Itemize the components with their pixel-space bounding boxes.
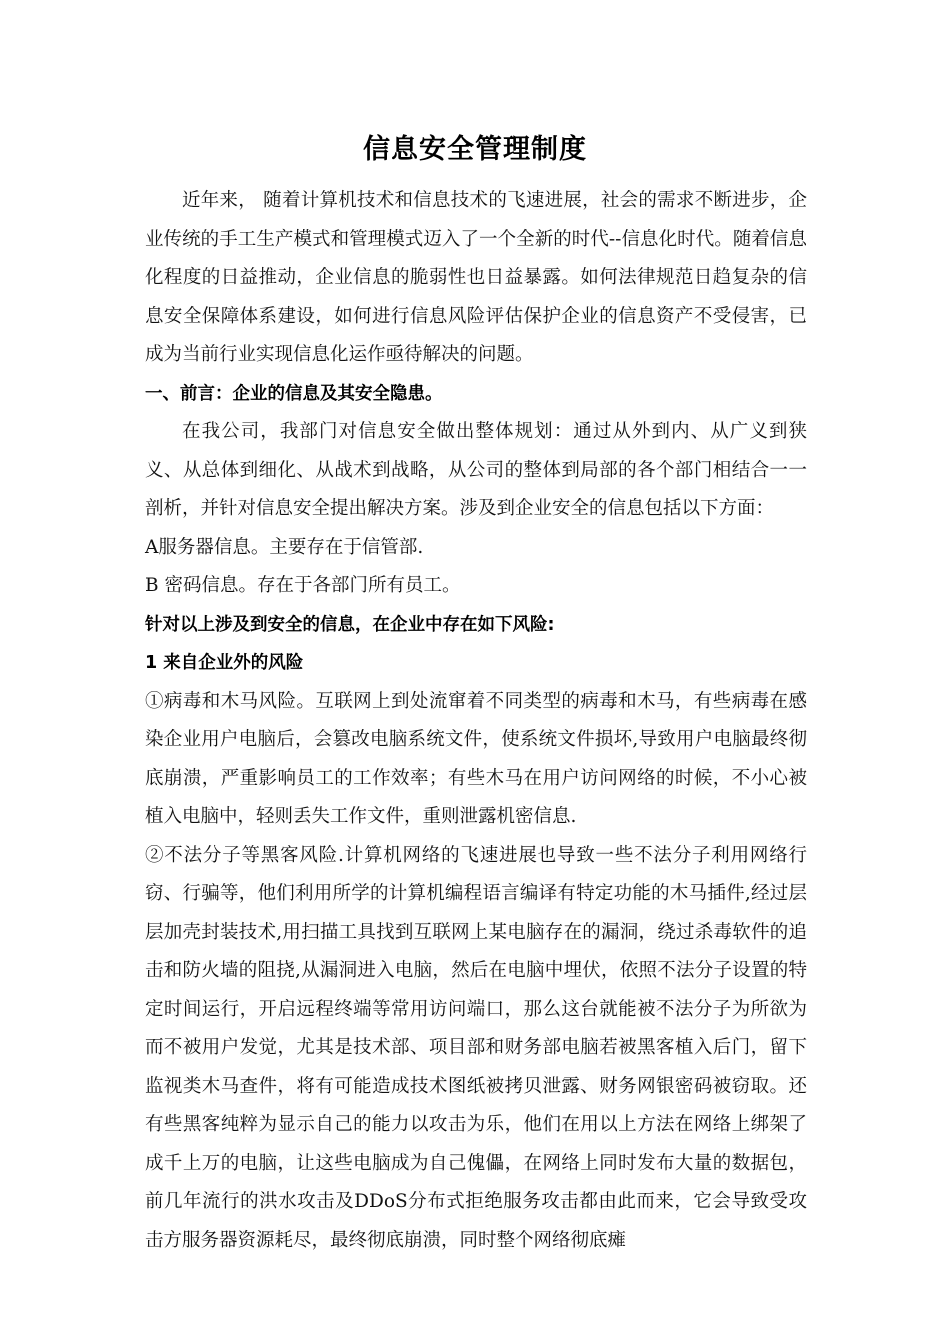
intro-paragraph: 近年来， 随着计算机技术和信息技术的飞速进展，社会的需求不断进步，企业传统的手工生产模式和管理模式迈入了一个全新的时代--信息化时代。随着信息化程度的日益推动，企业信息的脆弱性也日益暴露。如何法律规范日趋复杂的信息安全保障体系建设，如何进行信息风险评估保护企业的信息资产不受侵害，已成为当前行业实现信息化运作亟待解决的问题。 [145, 190, 807, 365]
risk-heading: 针对以上涉及到安全的信息，在企业中存在如下风险: [145, 614, 555, 635]
list-item-server-info: A服务器信息。主要存在于信管部. [145, 536, 424, 558]
document-title: 信息安全管理制度 [363, 134, 587, 165]
section-heading-preface: 一、前言：企业的信息及其安全隐患。 [145, 383, 443, 404]
list-item-password-info: B 密码信息。存在于各部门所有员工。 [145, 575, 461, 596]
risk-item-virus: ①病毒和木马风险。互联网上到处流窜着不同类型的病毒和木马，有些病毒在感染企业用户电脑后，会篡改电脑系统文件，使系统文件损坏,导致用户电脑最终彻底崩溃，严重影响员工的工作效率；有些木马在用户访问网络的时候，不小心被植入电脑中，轻则丢失工作文件，重则泄露机密信息. [145, 690, 807, 827]
risk-item-hacker: ②不法分子等黑客风险.计算机网络的飞速进展也导致一些不法分子利用网络行窃、行骗等，他们利用所学的计算机编程语言编译有特定功能的木马插件,经过层层加壳封装技术,用扫描工具找到互联网上某电脑存在的漏洞，绕过杀毒软件的追击和防火墙的阻挠,从漏洞进入电脑，然后在电脑中埋伏，依照不法分子设置的特定时间运行，开启远程终端等常用访问端口，那么这台就能被不法分子为所欲为而不被用户发觉，尤其是技术部、项目部和财务部电脑若被黑客植入后门，留下监视类木马查件，将有可能造成技术图纸被拷贝泄露、财务网银密码被窃取。还有些黑客纯粹为显示自己的能力以攻击为乐，他们在用以上方法在网络上绑架了成千上万的电脑，让这些电脑成为自己傀儡，在网络上同时发布大量的数据包，前几年流行的洪水攻击及DDoS分布式拒绝服务攻击都由此而来，它会导致受攻击方服务器资源耗尽，最终彻底崩溃，同时整个网络彻底瘫 [145, 844, 807, 1251]
document-body [145, 182, 807, 1260]
section-paragraph-planning: 在我公司，我部门对信息安全做出整体规划：通过从外到内、从广义到狭义、从总体到细化、从战术到战略，从公司的整体到局部的各个部门相结合一一剖析，并针对信息安全提出解决方案。涉及到企业安全的信息包括以下方面： [145, 421, 807, 519]
external-risk-heading: 1 来自企业外的风险 [145, 653, 304, 673]
